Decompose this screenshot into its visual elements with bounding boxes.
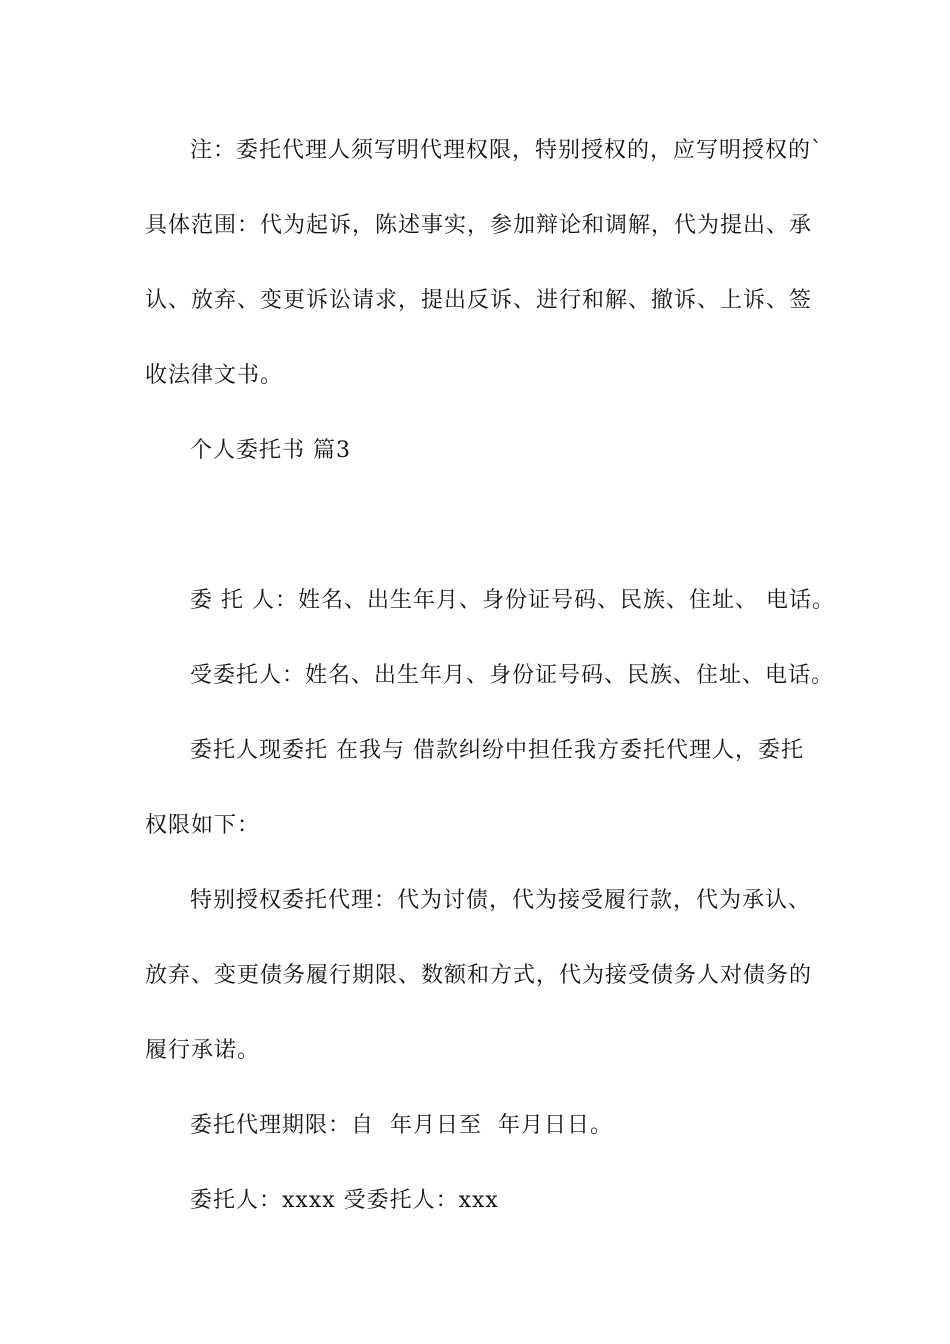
note-line-4: 收法律文书。 — [145, 363, 284, 388]
note-line-1: 注：委托代理人须写明代理权限，特别授权的，应写明授权的` — [190, 138, 824, 163]
section-heading: 个人委托书 篇3 — [190, 438, 351, 463]
term-line: 委托代理期限：自 年月日至 年月日日。 — [190, 1113, 613, 1138]
agent-line: 受委托人：姓名、出生年月、身份证号码、民族、住址、电话。 — [190, 663, 835, 688]
note-line-2: 具体范围：代为起诉，陈述事实，参加辩论和调解，代为提出、承 — [145, 213, 813, 238]
authority-line-3: 履行承诺。 — [145, 1038, 261, 1063]
authority-line-1: 特别授权委托代理：代为讨债，代为接受履行款，代为承认、 — [190, 888, 812, 913]
commission-line-2: 权限如下： — [145, 813, 261, 838]
signature-line: 委托人：xxxx 受委托人：xxx — [190, 1188, 499, 1213]
commission-line-1: 委托人现委托 在我与 借款纠纷中担任我方委托代理人，委托 — [190, 738, 804, 763]
authority-line-2: 放弃、变更债务履行期限、数额和方式，代为接受债务人对债务的 — [145, 963, 813, 988]
note-line-3: 认、放弃、变更诉讼请求，提出反诉、进行和解、撤诉、上诉、签 — [145, 288, 813, 313]
principal-line: 委 托 人：姓名、出生年月、身份证号码、民族、住址、 电话。 — [190, 588, 835, 613]
